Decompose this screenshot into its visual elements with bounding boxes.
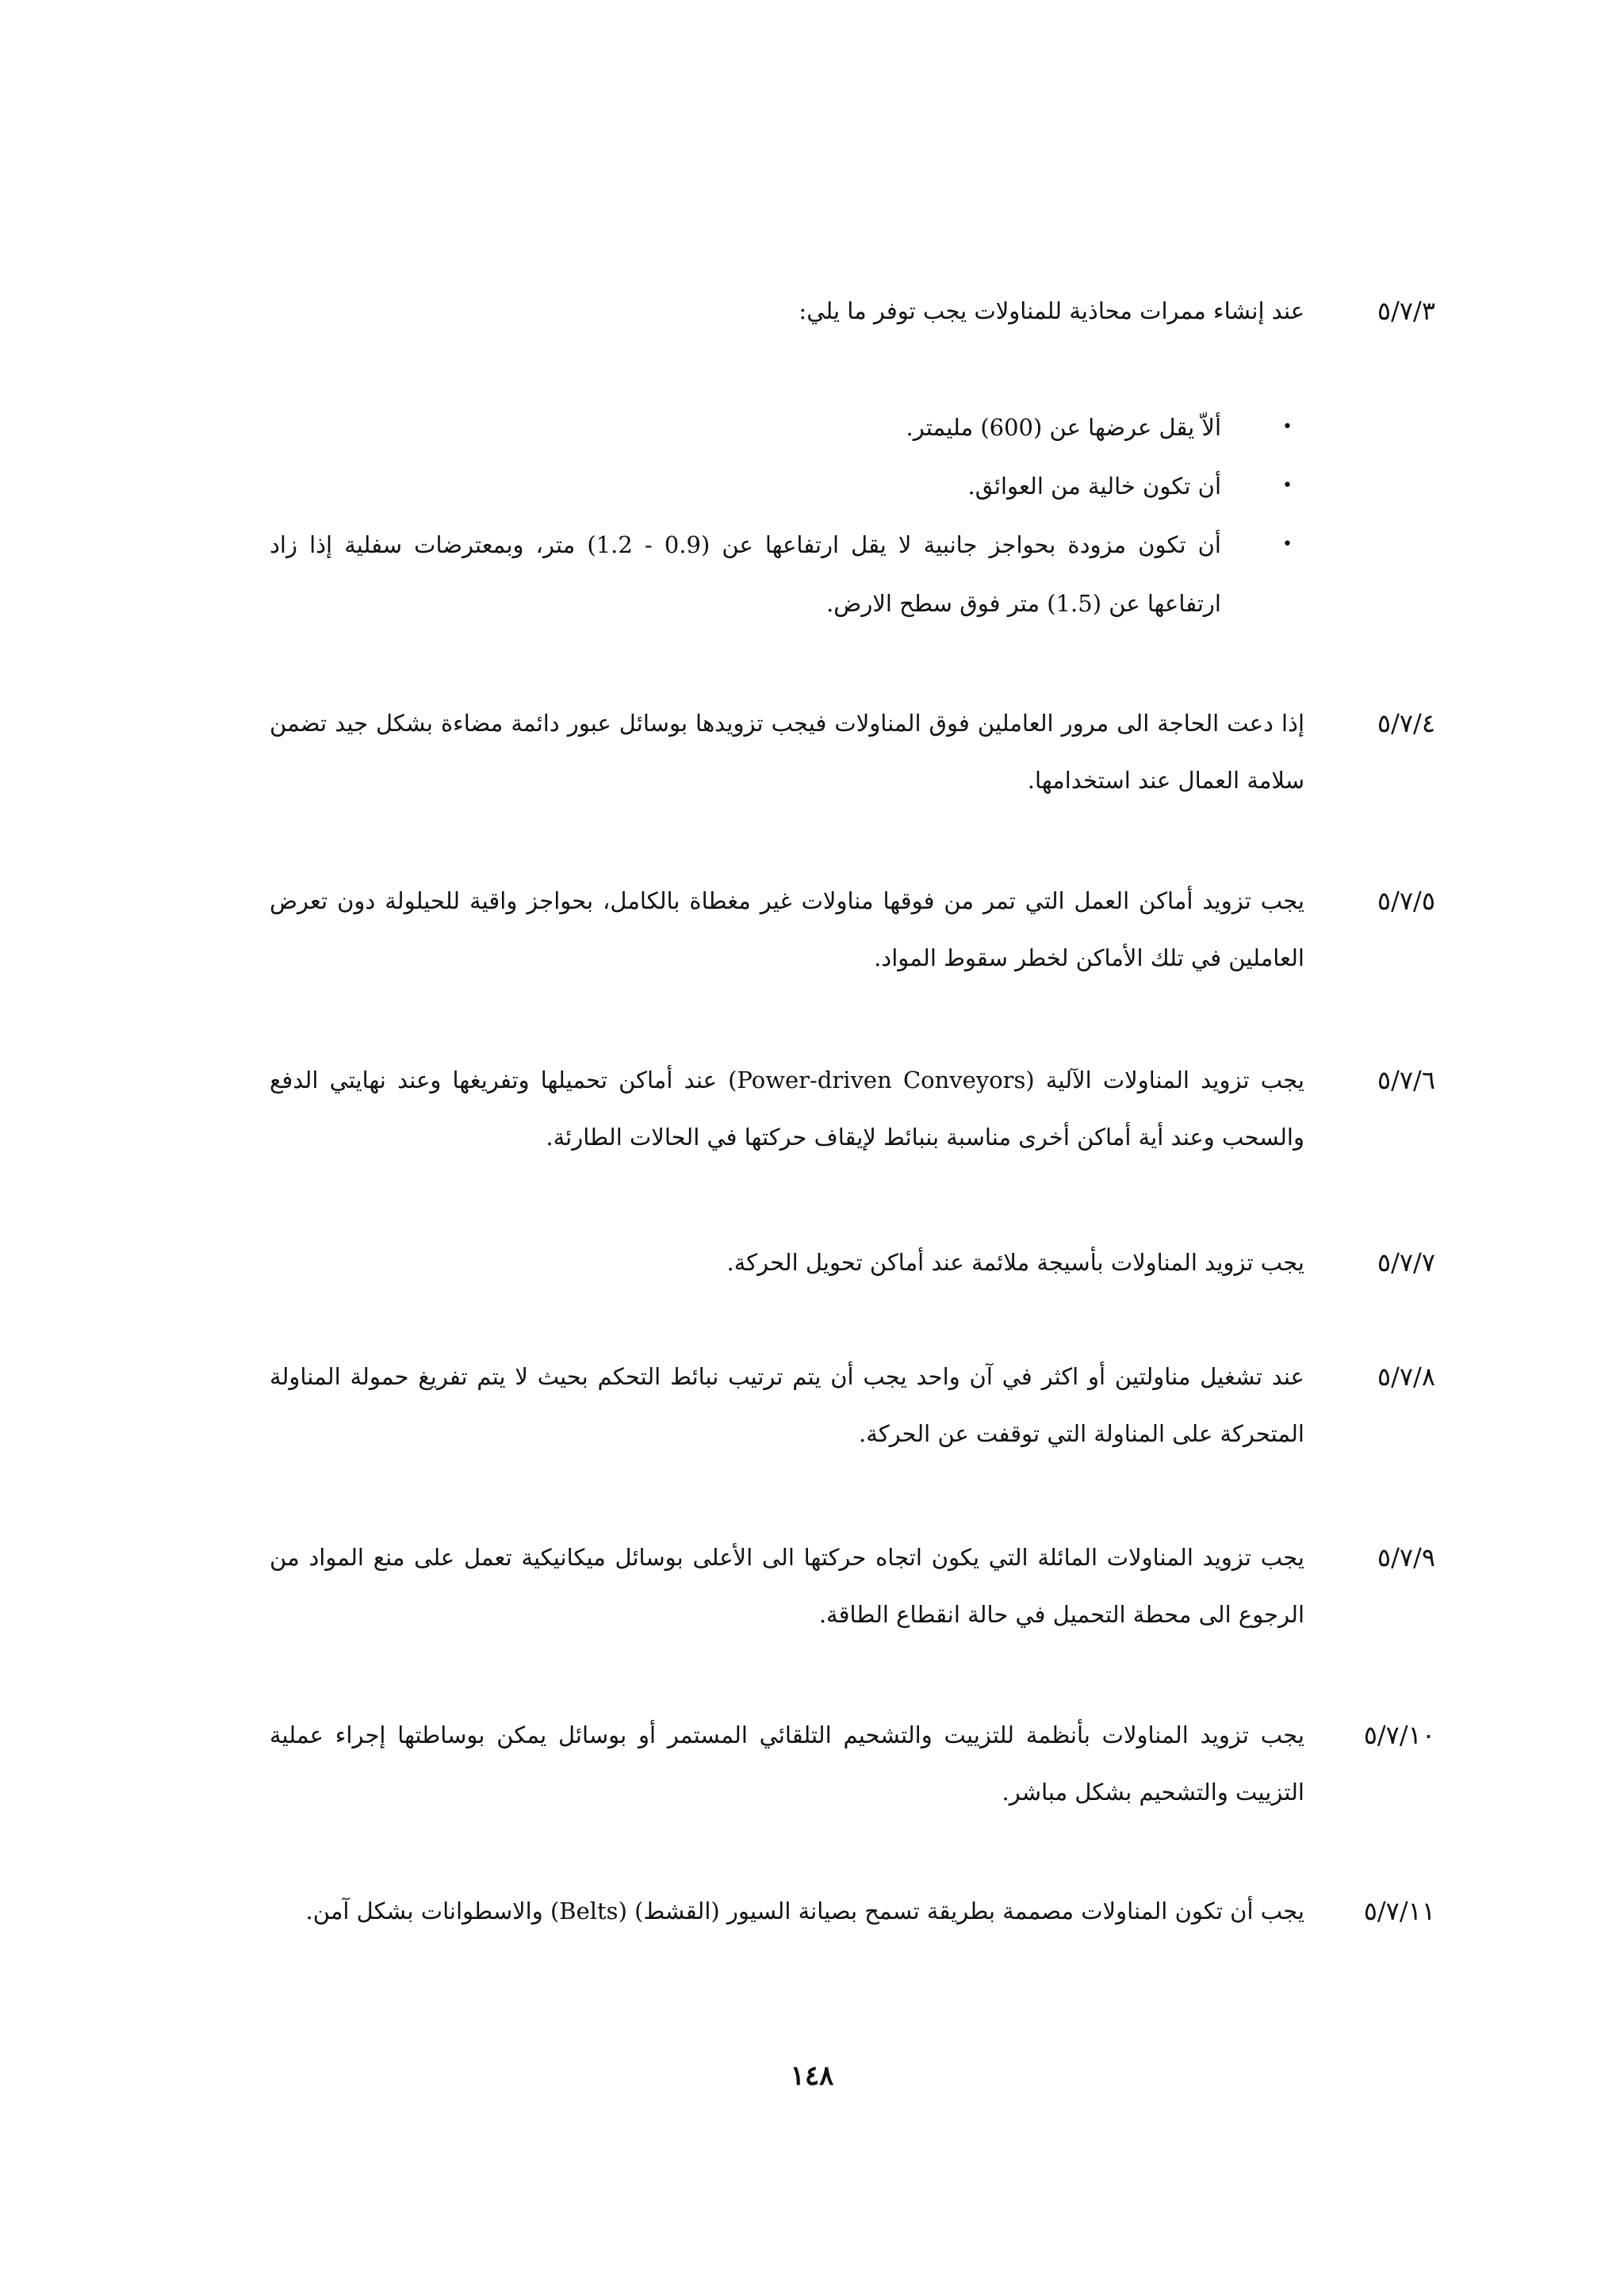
section-number: ٥/٧/١٠ [1363,1720,1435,1750]
bullet-text: ألاّ يقل عرضها عن (600) مليمتر. [906,414,1221,441]
section-text: يجب تزويد المناولات بأنظمة للتزييت والتشحيم التلقائي المستمر أو بوسائل يمكن بوساطتها إجراء عملية التزييت والتشحيم بشكل مباشر. [270,1721,1304,1806]
bullet-icon: • [1282,534,1293,554]
section-number: ٥/٧/٦ [1377,1065,1435,1095]
section-text: يجب تزويد المناولات بأسيجة ملائمة عند أماكن تحويل الحركة. [726,1249,1304,1276]
section-number: ٥/٧/٨ [1377,1361,1435,1392]
bullet-icon: • [1282,417,1293,437]
section-number: ٥/٧/٥ [1377,886,1435,916]
section-number: ٥/٧/١١ [1363,1896,1435,1926]
bullet-item [270,398,1293,457]
section-text: يجب تزويد أماكن العمل التي تمر من فوقها مناولات غير مغطاة بالكامل، بحواجز واقية للحيلولة دون تعرض العاملين في تلك الأماكن لخطر سقوط المواد. [270,887,1304,971]
section-number: ٥/٧/٩ [1377,1542,1435,1572]
section-number: ٥/٧/٤ [1377,708,1435,738]
section-text: يجب تزويد المناولات المائلة التي يكون اتجاه حركتها الى الأعلى بوسائل ميكانيكية تعمل على منع المواد من الرجوع الى محطة التحميل في حالة انقطاع الطاقة. [270,1544,1304,1628]
bullet-list [270,398,1293,633]
page-number: ١٤٨ [790,2060,834,2092]
section-text: يجب أن تكون المناولات مصممة بطريقة تسمح بصيانة السيور (القشط) (Belts) والاسطوانات بشكل آمن. [305,1898,1304,1924]
section-text: عند تشغيل مناولتين أو اكثر في آن واحد يجب أن يتم ترتيب نبائط التحكم بحيث لا يتم تفريغ حمولة المناولة المتحركة على المناولة التي توقفت عن الحركة. [270,1363,1304,1447]
bullet-icon: • [1282,476,1293,496]
section-number: ٥/٧/٧ [1377,1247,1435,1277]
bullet-text: أن تكون خالية من العوائق. [967,473,1221,500]
section-text: عند إنشاء ممرات محاذية للمناولات يجب توفر ما يلي: [799,297,1304,324]
bullet-item [270,457,1293,515]
section-number: ٥/٧/٣ [1377,296,1435,326]
section-text: إذا دعت الحاجة الى مرور العاملين فوق المناولات فيجب تزويدها بوسائل عبور دائمة مضاءة بشكل جيد تضمن سلامة العمال عند استخدامها. [270,710,1304,794]
bullet-item [270,515,1293,633]
bullet-text: أن تكون مزودة بحواجز جانبية لا يقل ارتفاعها عن (0.9 - 1.2) متر، وبمعترضات سفلية إذا زاد ارتفاعها عن (1.5) متر فوق سطح الارض. [270,531,1221,617]
section-text: يجب تزويد المناولات الآلية (Power-driven Conveyors) عند أماكن تحميلها وتفريغها وعند نهايتي الدفع والسحب وعند أية أماكن أخرى مناسبة بنبائط لإيقاف حركتها في الحالات الطارئة. [270,1067,1304,1151]
